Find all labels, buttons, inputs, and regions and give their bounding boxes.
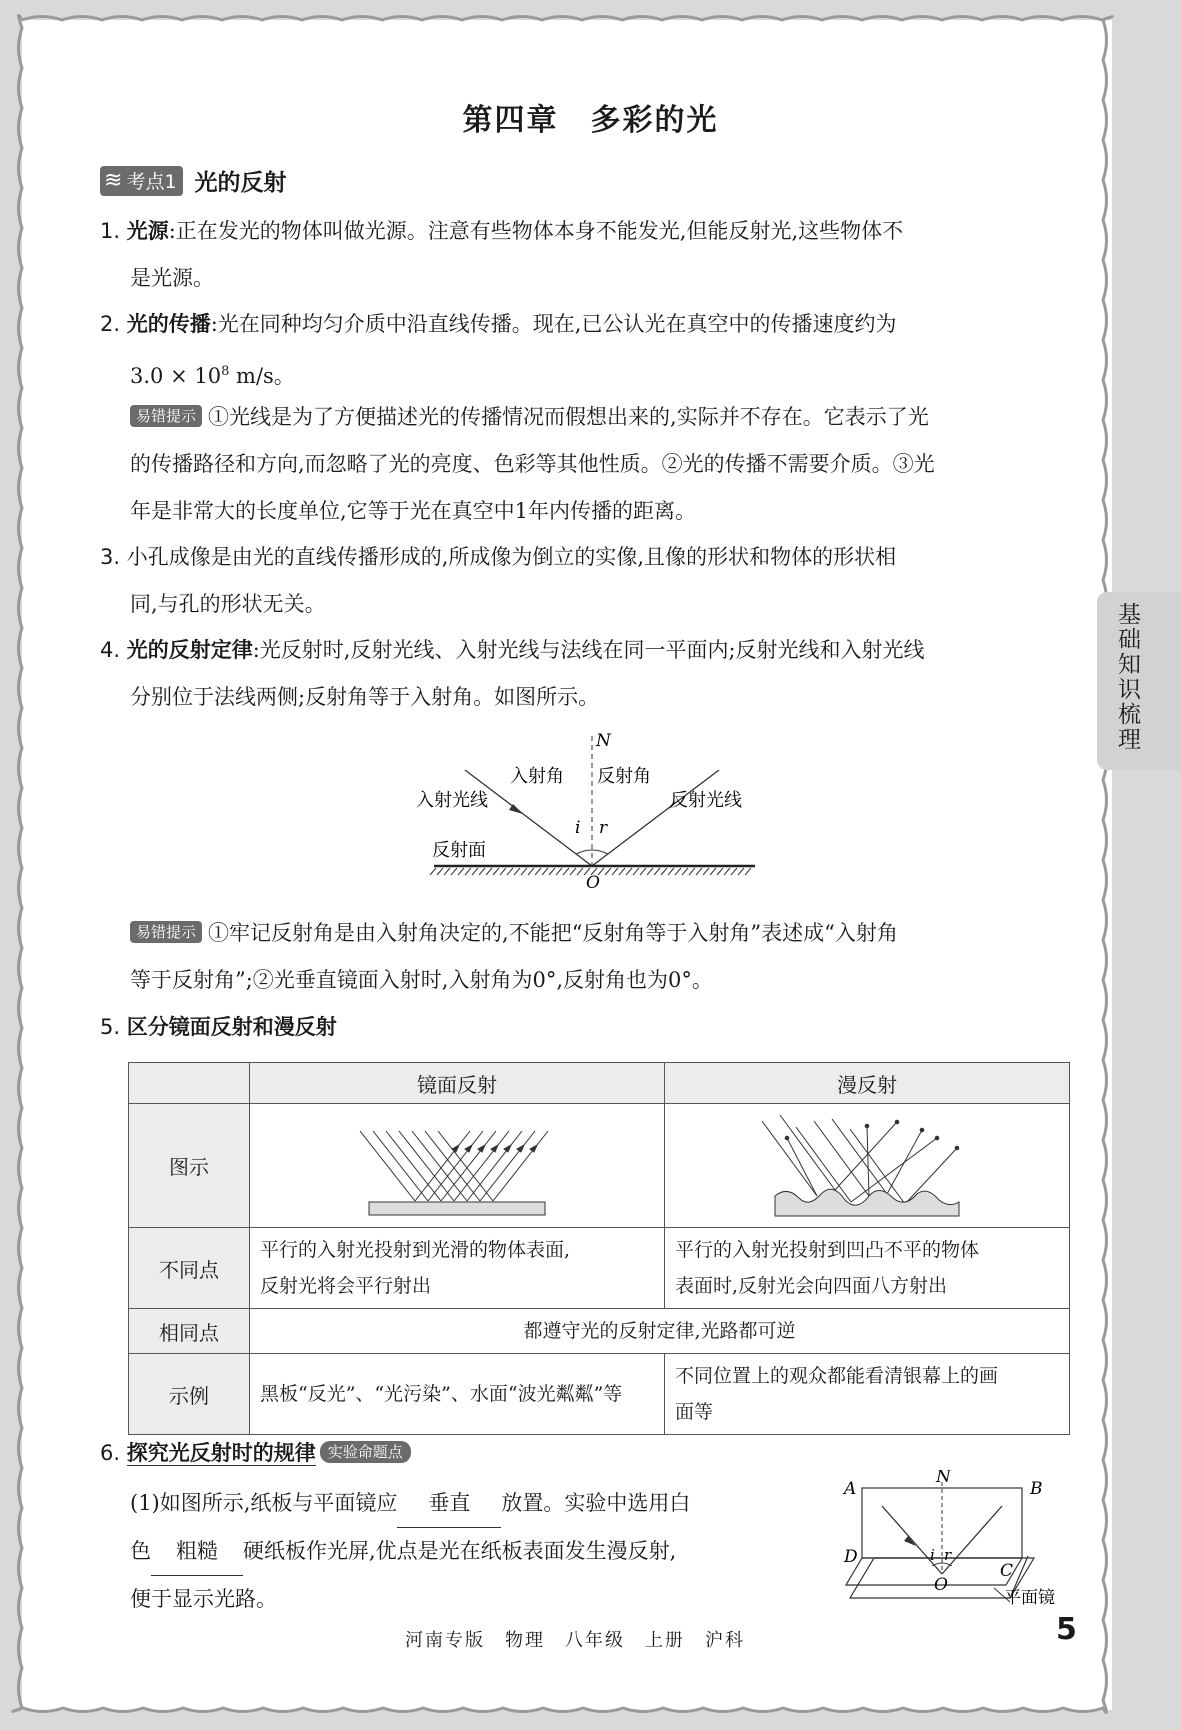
item-3: 3. 小孔成像是由光的直线传播形成的,所成像为倒立的实像,且像的形状和物体的形状相 同,与孔的形状无关。	[100, 545, 897, 616]
label-O: O	[934, 1575, 948, 1595]
tip-1: 易错提示 ①光线是为了方便描述光的传播情况而假想出来的,实际并不存在。它表示了光 的传播路径和方向,而忽略了光的亮度、色彩等其他性质。②光的传播不需要介质。③光 年是非常大的长度单位,它等于光在真空中1年内传播的距离。	[130, 405, 935, 523]
table-row: 示例 黑板“反光”、“光污染”、水面“波光粼粼”等 不同位置上的观众都能看清银幕上的画 面等	[129, 1354, 1070, 1435]
tip-badge: 易错提示	[130, 921, 202, 943]
label-N: N	[936, 1470, 951, 1487]
arrow-head	[865, 1124, 869, 1128]
hatch-line	[486, 868, 492, 875]
hatch-line	[549, 868, 555, 875]
label-i: i	[930, 1546, 935, 1564]
hatch-line	[458, 868, 464, 875]
hatch-line	[619, 868, 625, 875]
item-1: 1. 光源:正在发光的物体叫做光源。注意有些物体本身不能发光,但能反射光,这些物体不 是光源。	[100, 219, 904, 290]
tip-badge: 易错提示	[130, 405, 202, 427]
hatch-line	[654, 868, 660, 875]
row-label-difference: 不同点	[129, 1228, 250, 1309]
hatch-line	[479, 868, 485, 875]
header-specular: 镜面反射	[250, 1063, 665, 1104]
hatch-line	[563, 868, 569, 875]
hatch-line	[689, 868, 695, 875]
section-title: 光的反射	[194, 170, 287, 196]
hatch-line	[493, 868, 499, 875]
diffuse-incident-ray	[796, 1127, 851, 1202]
diffuse-figure-cell	[665, 1104, 1070, 1228]
label-C: C	[1000, 1561, 1014, 1581]
hatch-line	[535, 868, 541, 875]
row-label-same: 相同点	[129, 1309, 250, 1354]
footer: 河南专版 物理 八年级 上册 沪科	[405, 1630, 745, 1651]
arrow-head	[491, 1145, 498, 1152]
item-2: 2. 光的传播:光在同种均匀介质中沿直线传播。现在,已公认光在真空中的传播速度约为 $3.0 \times 10^8$ m/s。	[100, 312, 897, 388]
hatch-line	[444, 868, 450, 875]
section-badge	[100, 166, 183, 196]
label-N: N	[596, 731, 611, 751]
item-4: 4. 光的反射定律:光反射时,反射光线、入射光线与法线在同一平面内;反射光线和入射光线 分别位于法线两侧;反射角等于入射角。如图所示。	[100, 638, 925, 709]
answer-blank-2[interactable]: 粗糙	[151, 1528, 243, 1576]
side-tab[interactable]	[1097, 592, 1181, 770]
section-header	[100, 164, 287, 197]
hatch-line	[500, 868, 506, 875]
hatch-line	[451, 868, 457, 875]
hatch-line	[745, 868, 751, 875]
label-r: r	[944, 1546, 952, 1564]
reflection-law-figure	[410, 728, 770, 898]
experiment-figure	[838, 1470, 1070, 1606]
label-reflected-angle: 反射角	[597, 766, 651, 787]
row-label-figure: 图示	[129, 1104, 250, 1228]
label-mirror: 平面镜	[1004, 1588, 1055, 1606]
hatch-line	[738, 868, 744, 875]
hatch-line	[710, 868, 716, 875]
table-header-row	[129, 1063, 1070, 1104]
hatch-line	[612, 868, 618, 875]
hatch-line	[731, 868, 737, 875]
hatch-line	[437, 868, 443, 875]
hatch-line	[668, 868, 674, 875]
hatch-line	[514, 868, 520, 875]
arrow-head	[785, 1136, 789, 1140]
specular-figure-cell	[250, 1104, 665, 1228]
answer-blank-1[interactable]: 垂直	[397, 1480, 501, 1528]
diffuse-reflected-ray	[787, 1138, 817, 1196]
arrow-head	[465, 1145, 472, 1152]
table-row: 相同点 都遵守光的反射定律,光路都可逆	[129, 1309, 1070, 1354]
label-D: D	[844, 1547, 858, 1567]
hatch-line	[577, 868, 583, 875]
label-incident-ray: 入射光线	[416, 790, 488, 811]
hatch-line	[717, 868, 723, 875]
section-badge-label: 考点1	[126, 171, 177, 193]
hatch-line	[521, 868, 527, 875]
waves-icon: ≋	[104, 168, 123, 193]
hatch-line	[661, 868, 667, 875]
label-i: i	[575, 818, 581, 838]
tip-2: 易错提示 ①牢记反射角是由入射角决定的,不能把“反射角等于入射角”表述成“入射角 等于反射角”;②光垂直镜面入射时,入射角为0°,反射角也为0°。	[130, 921, 898, 992]
label-A: A	[844, 1479, 857, 1499]
item-5: 5. 区分镜面反射和漫反射	[100, 1015, 337, 1039]
reflection-comparison-table	[128, 1062, 1070, 1435]
side-tab-label: 基础知识梳理	[1114, 602, 1140, 752]
label-reflected-ray: 反射光线	[670, 790, 742, 811]
hatch-line	[675, 868, 681, 875]
diffuse-incident-ray	[780, 1115, 835, 1190]
hatch-line	[703, 868, 709, 875]
arrow-head	[530, 1145, 537, 1152]
hatch-line	[696, 868, 702, 875]
smooth-surface	[369, 1202, 545, 1215]
label-r: r	[599, 818, 608, 838]
chapter-title: 第四章 多彩的光	[462, 103, 719, 138]
hatch-line	[682, 868, 688, 875]
diffuse-reflection-figure	[747, 1108, 987, 1218]
hatch-line	[626, 868, 632, 875]
hatch-line	[542, 868, 548, 875]
diffuse-incident-ray	[762, 1121, 817, 1196]
hatch-line	[507, 868, 513, 875]
hatch-line	[647, 868, 653, 875]
arrow-head	[478, 1145, 485, 1152]
arrow-head	[504, 1145, 511, 1152]
hatch-line	[472, 868, 478, 875]
label-B: B	[1030, 1479, 1043, 1499]
table-row: 不同点 平行的入射光投射到光滑的物体表面, 反射光将会平行射出 平行的入射光投射到凹凸不平的物体 表面时,反射光会向四面八方射出	[129, 1228, 1070, 1309]
label-O: O	[586, 873, 600, 893]
arrow-head	[920, 1128, 924, 1132]
table-row	[129, 1104, 1070, 1228]
hatch-line	[465, 868, 471, 875]
experiment-badge: 实验命题点	[320, 1441, 411, 1463]
item-6: 6. 探究光反射时的规律 实验命题点 (1)如图所示,纸板与平面镜应 垂直 放置。实验中选用白 色 粗糙 硬纸板作光屏,优点是光在纸板表面发生漫反射, 便于显示光路。	[100, 1441, 691, 1611]
specular-reflection-figure	[357, 1108, 557, 1218]
diffuse-reflected-ray	[887, 1130, 922, 1194]
hatch-line	[556, 868, 562, 875]
label-surface: 反射面	[432, 840, 486, 861]
diffuse-reflected-ray	[867, 1126, 869, 1196]
arrow-head	[517, 1145, 524, 1152]
arrow-head	[955, 1146, 959, 1150]
hatch-line	[633, 868, 639, 875]
hatch-line	[570, 868, 576, 875]
arrow-head	[935, 1136, 939, 1140]
hatch-line	[605, 868, 611, 875]
hatch-line	[430, 868, 436, 875]
label-incident-angle: 入射角	[510, 766, 564, 787]
page-number: 5	[1056, 1612, 1077, 1647]
hatch-line	[528, 868, 534, 875]
hatch-line	[724, 868, 730, 875]
header-diffuse: 漫反射	[665, 1063, 1070, 1104]
arrow-head	[895, 1120, 899, 1124]
row-label-example: 示例	[129, 1354, 250, 1435]
hatch-line	[640, 868, 646, 875]
